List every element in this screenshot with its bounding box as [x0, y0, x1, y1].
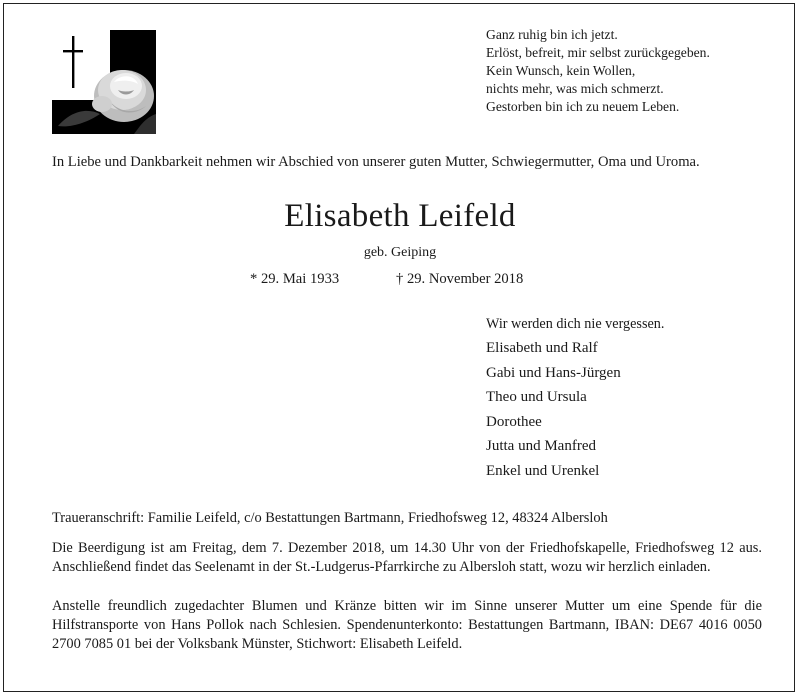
mourner-name: Jutta und Manfred	[486, 438, 596, 454]
birth-name: geb. Geiping	[363, 245, 437, 260]
poem-line: Kein Wunsch, kein Wollen,	[486, 63, 636, 78]
donation-request: Anstelle freundlich zugedachter Blumen und Kränze bitten wir im Sinne unserer Mutter um eine Spende für die Hilfstransporte von Hans Pollok nach Schlesien. Spendenunterkonto: Bestattungen Bartmann, IBAN: DE67 4016 0050 2700 7085 01 bei der Volksbank Münster, Stichwort: Elisabeth Leifeld.	[52, 598, 762, 653]
mourners-lead: Wir werden dich nie vergessen.	[486, 316, 665, 332]
birth-date: * 29. Mai 1933	[250, 271, 340, 287]
mourner-name: Enkel und Urenkel	[486, 462, 600, 479]
mourner-name: Elisabeth und Ralf	[486, 340, 598, 356]
mourner-name: Dorothee	[486, 413, 542, 430]
poem-line: Ganz ruhig bin ich jetzt.	[486, 27, 618, 42]
mourner-name: Theo und Ursula	[486, 389, 587, 405]
deceased-name: Elisabeth Leifeld	[284, 198, 516, 234]
mourner-name: Gabi und Hans-Jürgen	[486, 364, 621, 381]
cross-rose-image	[52, 30, 156, 134]
poem	[486, 26, 710, 116]
intro-text: In Liebe und Dankbarkeit nehmen wir Abschied von unserer guten Mutter, Schwiegermutter, Oma und Uroma.	[52, 154, 700, 170]
poem-line: nichts mehr, was mich schmerzt.	[486, 81, 664, 96]
poem-line: Gestorben bin ich zu neuem Leben.	[486, 99, 680, 114]
death-date: † 29. November 2018	[396, 271, 524, 287]
mourners-block	[486, 314, 664, 483]
cross-icon	[52, 30, 156, 134]
mourning-address: Traueranschrift: Familie Leifeld, c/o Bestattungen Bartmann, Friedhofsweg 12, 48324 Albersloh	[52, 510, 608, 526]
poem-line: Erlöst, befreit, mir selbst zurückgegeben.	[486, 45, 710, 60]
funeral-details: Die Beerdigung ist am Freitag, dem 7. Dezember 2018, um 14.30 Uhr von der Friedhofskapelle, Friedhofsweg 12 aus. Anschließend findet das Seelenamt in der St.-Ludgerus-Pfarrkirche zu Albersloh statt, wozu wir herzlich einladen.	[52, 540, 762, 576]
